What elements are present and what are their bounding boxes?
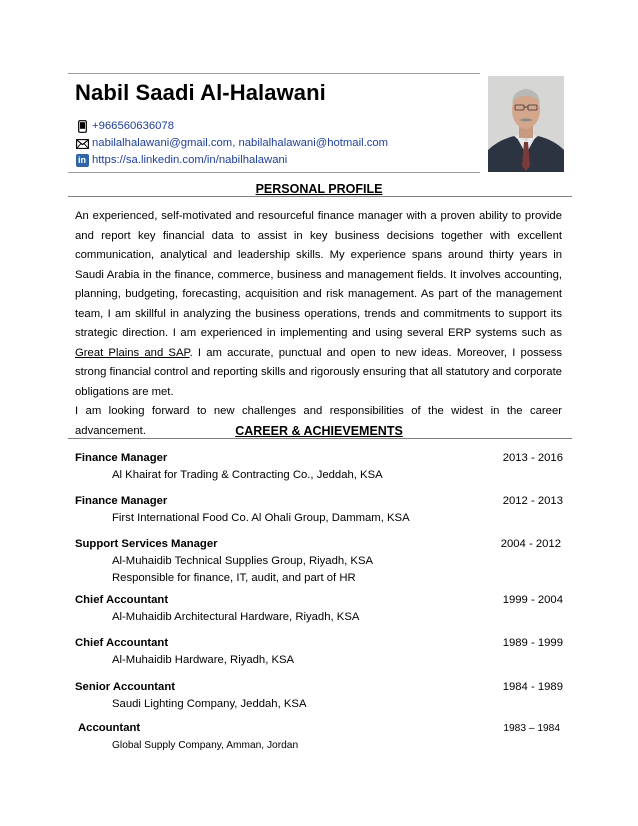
candidate-name: Nabil Saadi Al-Halawani — [75, 80, 326, 105]
header-top-rule — [68, 73, 480, 74]
job-detail: Responsible for finance, IT, audit, and part of HR — [112, 572, 356, 584]
profile-photo — [488, 76, 564, 172]
job-entry — [78, 720, 560, 754]
job-title: Accountant — [78, 722, 141, 734]
job-title: Support Services Manager — [75, 538, 218, 550]
job-years: 1984 - 1989 — [502, 681, 563, 693]
job-title: Chief Accountant — [75, 637, 169, 649]
job-title: Finance Manager — [75, 452, 168, 464]
career-heading: CAREER & ACHIEVEMENTS — [235, 424, 403, 438]
linkedin-row — [75, 152, 388, 169]
job-years: 2013 - 2016 — [502, 452, 563, 464]
phone-number[interactable]: +966560636078 — [92, 120, 174, 132]
job-detail: First International Food Co. Al Ohali Group, Dammam, KSA — [112, 512, 410, 524]
linkedin-url[interactable]: https://sa.linkedin.com/in/nabilhalawani — [92, 154, 288, 166]
job-detail: Al-Muhaidib Architectural Hardware, Riyadh, KSA — [112, 611, 360, 623]
profile-summary — [75, 207, 562, 441]
job-detail: Al-Muhaidib Technical Supplies Group, Riyadh, KSA — [112, 555, 374, 567]
linkedin-icon: in — [75, 154, 89, 167]
email-row — [75, 135, 388, 152]
job-years: 1999 - 2004 — [502, 594, 563, 606]
job-entry — [75, 635, 563, 669]
job-years: 2004 - 2012 — [500, 538, 561, 550]
header-bottom-rule — [68, 172, 480, 173]
email-addresses[interactable]: nabilalhalawani@gmail.com, nabilalhalawani@hotmail.com — [92, 137, 389, 149]
job-entry — [75, 592, 563, 626]
job-detail: Al Khairat for Trading & Contracting Co., Jeddah, KSA — [112, 469, 383, 481]
job-years: 2012 - 2013 — [502, 495, 563, 507]
job-title: Finance Manager — [75, 495, 168, 507]
contact-block — [75, 118, 388, 169]
job-title: Senior Accountant — [75, 681, 176, 693]
erp-systems-underlined: Great Plains and SAP — [75, 346, 190, 359]
envelope-icon — [75, 137, 89, 150]
job-years: 1983 – 1984 — [503, 723, 560, 734]
profile-rule — [68, 196, 572, 197]
phone-row — [75, 118, 388, 135]
job-detail: Al-Muhaidib Hardware, Riyadh, KSA — [112, 654, 295, 666]
job-detail: Saudi Lighting Company, Jeddah, KSA — [112, 698, 307, 710]
job-title: Chief Accountant — [75, 594, 169, 606]
mobile-phone-icon — [75, 120, 89, 133]
personal-profile-heading: PERSONAL PROFILE — [255, 182, 383, 196]
job-detail: Global Supply Company, Amman, Jordan — [112, 740, 299, 751]
job-years: 1989 - 1999 — [502, 637, 563, 649]
job-entry — [75, 450, 563, 484]
job-entry — [75, 536, 561, 587]
profile-paragraph: An experienced, self-motivated and resourceful finance manager with a proven ability to provide and report key financial data to assist in key business decisions together with excellent communication, analytical and leadership skills. My experience spans around thirty years in Saudi Arabia in the finance, commerce, business and management fields. It involves accounting, planning, budgeting, forecasting, acquisition and risk management. As part of the management team, I am skillful in analyzing the business operations, trends and commitments to support its strategic direction. I am experienced in implementing and using several ERP systems such as Great Plains and SAP. I am accurate, punctual and open to new ideas. Moreover, I possess strong financial control and reporting skills and rigorously ensuring that all statutory and corporate obligations are met. — [75, 210, 562, 398]
career-rule — [68, 438, 572, 439]
profile-closing: I am looking forward to new challenges and responsibilities of the widest in the career advancement. — [75, 405, 562, 437]
job-entry — [75, 493, 563, 527]
job-entry — [75, 679, 563, 713]
